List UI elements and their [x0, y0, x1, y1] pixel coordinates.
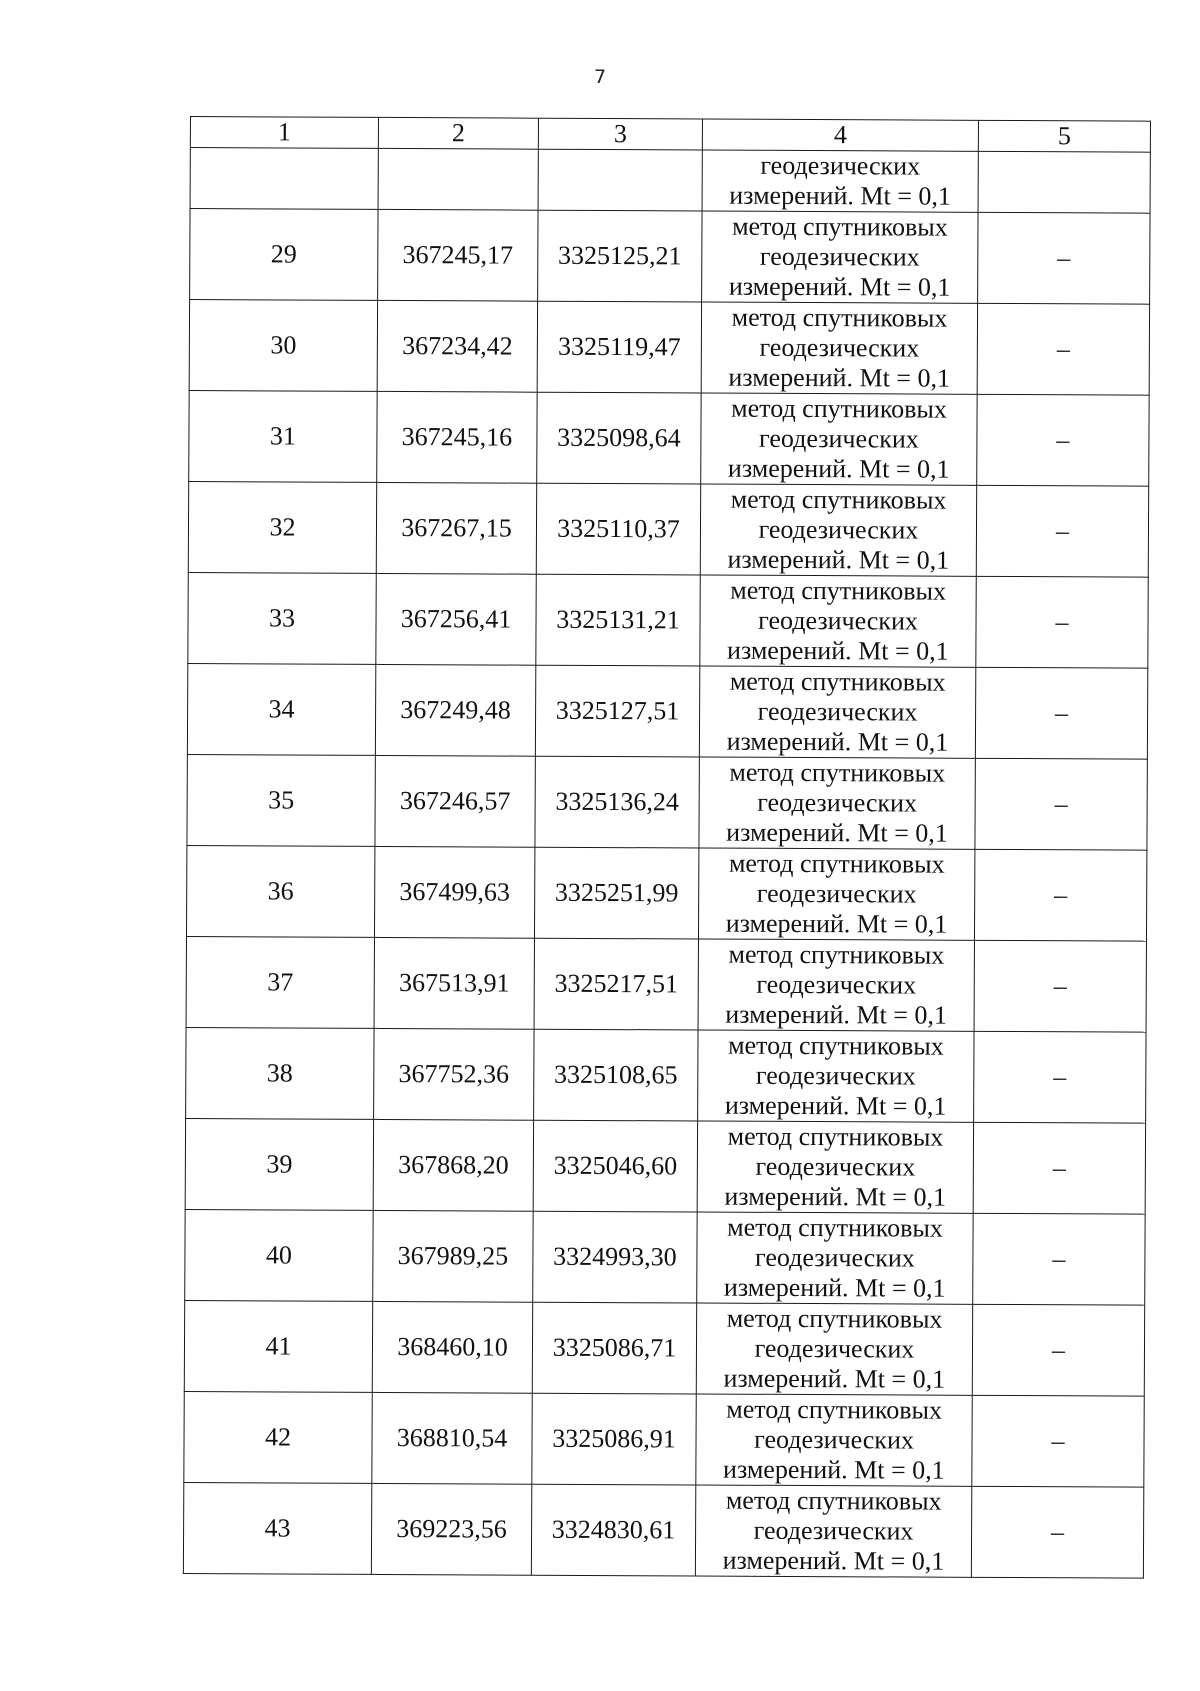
point-number-cell: 38 — [186, 1027, 374, 1119]
x-coordinate-cell: 367246,57 — [375, 755, 535, 847]
method-line: геодезических — [755, 1151, 916, 1182]
method-cell — [698, 1030, 974, 1122]
method-line: геодезических — [756, 969, 917, 1000]
method-line: геодезических — [758, 423, 919, 454]
method-cell — [696, 1394, 972, 1486]
table-row — [188, 572, 1148, 668]
note-cell: – — [972, 1304, 1144, 1396]
y-coordinate-cell: 3325136,24 — [535, 756, 699, 848]
table-row — [184, 1300, 1144, 1396]
method-line: геодезических — [755, 1060, 916, 1091]
method-line: геодезических — [758, 605, 918, 636]
x-coordinate-cell: 368460,10 — [372, 1301, 532, 1393]
continuation-cell-5 — [978, 151, 1150, 213]
header-cell-3: 3 — [538, 118, 702, 150]
table-row — [189, 390, 1149, 486]
point-number-cell: 31 — [189, 390, 377, 482]
method-line: измерений. Mt = 0,1 — [723, 1454, 945, 1485]
table-row — [186, 845, 1146, 941]
table-row — [185, 1118, 1145, 1214]
x-coordinate-cell: 367267,15 — [376, 482, 536, 574]
x-coordinate-cell: 367499,63 — [374, 846, 534, 938]
method-line: метод спутниковых — [729, 666, 946, 697]
x-coordinate-cell: 369223,56 — [371, 1483, 531, 1575]
y-coordinate-cell: 3325251,99 — [534, 847, 698, 939]
note-cell: – — [973, 1122, 1145, 1214]
y-coordinate-cell: 3324830,61 — [531, 1484, 695, 1576]
method-line: метод спутниковых — [727, 1121, 944, 1152]
continuation-cell-3 — [538, 149, 702, 211]
method-line: метод спутниковых — [726, 1394, 943, 1425]
method-line: измерений. Mt = 0,1 — [726, 817, 948, 848]
note-cell: – — [975, 667, 1147, 759]
continuation-row — [190, 148, 1150, 214]
method-line: геодезических — [756, 878, 917, 909]
y-coordinate-cell: 3325086,71 — [532, 1302, 696, 1394]
method-cell — [697, 1121, 973, 1213]
method-line: измерений. Mt = 0,1 — [727, 453, 950, 484]
method-line: геодезических — [753, 1515, 914, 1546]
method-line: метод спутниковых — [727, 1212, 943, 1243]
method-line: измерений. Mt = 0,1 — [727, 635, 949, 666]
table-row — [186, 936, 1146, 1032]
x-coordinate-cell: 368810,54 — [372, 1392, 532, 1484]
method-line: геодезических — [758, 514, 919, 545]
table-row — [184, 1391, 1144, 1487]
header-cell-2: 2 — [378, 117, 538, 149]
note-cell: – — [974, 940, 1146, 1032]
method-cell — [699, 757, 975, 849]
method-line: метод спутниковых — [730, 484, 947, 515]
x-coordinate-cell: 367752,36 — [374, 1028, 534, 1120]
note-cell: – — [976, 576, 1148, 668]
page-number: 7 — [593, 66, 607, 88]
method-cell — [698, 939, 974, 1031]
point-number-cell: 43 — [183, 1482, 371, 1574]
method-line: измерений. Mt = 0,1 — [724, 1181, 947, 1212]
note-cell: – — [972, 1395, 1144, 1487]
x-coordinate-cell: 367234,42 — [377, 300, 537, 392]
method-cell — [700, 575, 976, 667]
method-cell — [697, 1212, 973, 1304]
method-line: геодезических — [759, 332, 920, 363]
table-row — [183, 1482, 1143, 1578]
method-line: геодезических — [754, 1333, 915, 1364]
x-coordinate-cell: 367245,16 — [377, 391, 537, 483]
x-coordinate-cell: 367245,17 — [378, 209, 538, 301]
point-number-cell: 33 — [188, 572, 376, 664]
method-line: измерений. Mt = 0,1 — [723, 1272, 946, 1303]
point-number-cell: 39 — [185, 1118, 373, 1210]
table-row — [188, 481, 1148, 577]
continuation-method-line: геодезических — [760, 150, 921, 181]
method-cell — [701, 393, 977, 485]
x-coordinate-cell: 367249,48 — [375, 664, 535, 756]
method-line: измерений. Mt = 0,1 — [728, 271, 951, 302]
table-body — [183, 148, 1150, 1579]
method-cell — [700, 484, 976, 576]
method-line: измерений. Mt = 0,1 — [725, 908, 948, 939]
x-coordinate-cell: 367513,91 — [374, 937, 534, 1029]
y-coordinate-cell: 3325127,51 — [535, 665, 699, 757]
coordinates-table — [183, 116, 1151, 1579]
method-line: геодезических — [757, 787, 918, 818]
y-coordinate-cell: 3325119,47 — [537, 301, 701, 393]
x-coordinate-cell: 367868,20 — [373, 1119, 533, 1211]
note-cell: – — [974, 849, 1146, 941]
table-row — [189, 300, 1149, 396]
method-line: геодезических — [757, 696, 918, 727]
note-cell: – — [975, 758, 1147, 850]
y-coordinate-cell: 3325086,91 — [532, 1393, 696, 1485]
y-coordinate-cell: 3325110,37 — [536, 483, 700, 575]
method-line: геодезических — [754, 1242, 915, 1273]
point-number-cell: 41 — [184, 1300, 372, 1392]
continuation-cell-1 — [190, 148, 378, 210]
note-cell: – — [973, 1213, 1145, 1305]
note-cell: – — [978, 212, 1150, 304]
method-line: геодезических — [759, 241, 920, 272]
note-cell: – — [977, 303, 1149, 395]
method-line: метод спутниковых — [732, 211, 948, 242]
method-cell — [701, 302, 977, 394]
y-coordinate-cell: 3325108,65 — [534, 1029, 698, 1121]
y-coordinate-cell: 3324993,30 — [533, 1211, 697, 1303]
point-number-cell: 29 — [190, 209, 378, 301]
header-cell-1: 1 — [190, 117, 378, 149]
y-coordinate-cell: 3325217,51 — [534, 938, 698, 1030]
method-line: метод спутниковых — [728, 848, 945, 879]
method-cell — [695, 1485, 971, 1577]
continuation-cell-2 — [378, 148, 538, 210]
note-cell: – — [977, 394, 1149, 486]
method-line: метод спутниковых — [729, 757, 946, 788]
method-line: метод спутниковых — [731, 302, 948, 333]
x-coordinate-cell: 367989,25 — [373, 1210, 533, 1302]
method-line: измерений. Mt = 0,1 — [722, 1545, 945, 1576]
x-coordinate-cell: 367256,41 — [376, 573, 536, 665]
point-number-cell: 34 — [187, 663, 375, 755]
header-cell-4: 4 — [702, 119, 978, 151]
method-line: геодезических — [754, 1424, 914, 1455]
method-cell — [698, 848, 974, 940]
method-line: измерений. Mt = 0,1 — [723, 1363, 946, 1394]
table-header — [190, 117, 1150, 153]
method-line: измерений. Mt = 0,1 — [724, 1090, 947, 1121]
coordinates-table-wrapper — [183, 116, 1150, 1579]
point-number-cell: 35 — [187, 754, 375, 846]
point-number-cell: 36 — [186, 845, 374, 937]
method-line: метод спутниковых — [726, 1303, 943, 1334]
table-row — [186, 1027, 1146, 1123]
y-coordinate-cell: 3325131,21 — [536, 574, 700, 666]
table-row — [187, 663, 1147, 759]
method-line: измерений. Mt = 0,1 — [727, 544, 950, 575]
point-number-cell: 40 — [185, 1209, 373, 1301]
point-number-cell: 42 — [184, 1391, 372, 1483]
y-coordinate-cell: 3325098,64 — [537, 392, 701, 484]
method-line: метод спутниковых — [731, 393, 947, 424]
note-cell: – — [974, 1031, 1146, 1123]
method-cell — [696, 1303, 972, 1395]
point-number-cell: 37 — [186, 936, 374, 1028]
y-coordinate-cell: 3325046,60 — [533, 1120, 697, 1212]
table-row — [187, 754, 1147, 850]
continuation-method-cell — [702, 150, 978, 212]
y-coordinate-cell: 3325125,21 — [538, 210, 702, 302]
header-row — [190, 117, 1150, 153]
continuation-method-line: измерений. Mt = 0,1 — [729, 180, 951, 211]
note-cell: – — [971, 1486, 1143, 1578]
method-line: метод спутниковых — [730, 575, 947, 606]
point-number-cell: 32 — [188, 481, 376, 573]
method-line: метод спутниковых — [728, 1030, 944, 1061]
method-line: метод спутниковых — [728, 939, 945, 970]
point-number-cell: 30 — [189, 300, 377, 392]
method-cell — [702, 211, 978, 303]
table-row — [185, 1209, 1145, 1305]
method-line: измерений. Mt = 0,1 — [725, 999, 947, 1030]
table-row — [190, 209, 1150, 305]
method-cell — [699, 666, 975, 758]
header-cell-5: 5 — [978, 120, 1150, 152]
note-cell: – — [976, 485, 1148, 577]
method-line: измерений. Mt = 0,1 — [728, 362, 951, 393]
method-line: метод спутниковых — [725, 1485, 942, 1516]
method-line: измерений. Mt = 0,1 — [726, 726, 949, 757]
